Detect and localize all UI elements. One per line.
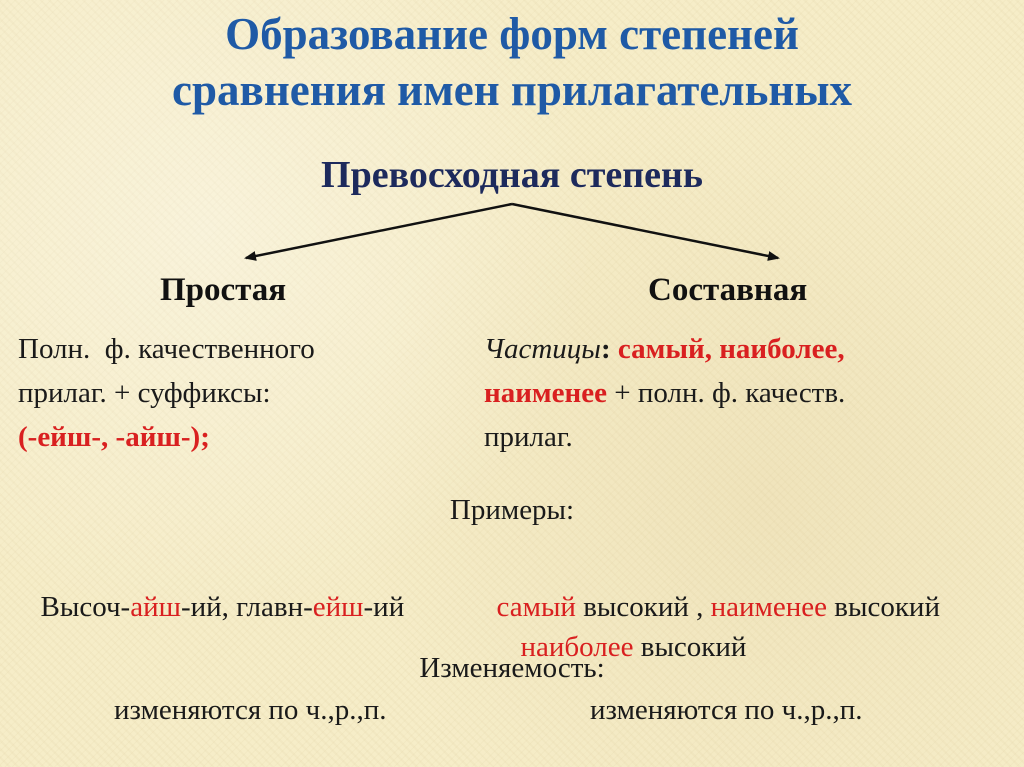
particles-colon: : <box>600 333 611 365</box>
example-part: -ий, главн- <box>180 591 313 623</box>
title-line-2: сравнения имен прилагательных <box>172 65 852 115</box>
example-particle: наименее <box>710 591 828 623</box>
particles-label: Частицы <box>484 333 601 365</box>
simple-description <box>18 327 458 459</box>
particles-list-1: самый, наиболее, <box>610 333 845 365</box>
compound-desc-line-1 <box>484 327 1004 371</box>
heading-compound: Составная <box>648 272 808 308</box>
title-line-1: Образование форм степеней <box>225 9 799 59</box>
compound-desc-line-3: прилаг. <box>484 421 573 453</box>
subtitle-superlative: Превосходная степень <box>321 154 703 196</box>
example-part: Высоч- <box>40 591 131 623</box>
simple-desc-line-1: Полн. ф. качественного <box>18 333 315 365</box>
example-part: высокий <box>827 591 940 623</box>
heading-simple: Простая <box>160 272 287 308</box>
example-particle: наиболее <box>520 631 634 663</box>
particles-list-2: наименее <box>484 377 607 409</box>
changeability-label: Изменяемость: <box>419 652 605 684</box>
arrow-right <box>512 204 778 258</box>
compound-desc-line-2 <box>484 371 1004 415</box>
changeability-simple: изменяются по ч.,р.,п. <box>114 694 387 726</box>
example-suffix: ейш <box>312 591 364 623</box>
compound-description <box>484 327 1004 459</box>
arrow-left <box>246 204 512 258</box>
changeability-compound: изменяются по ч.,р.,п. <box>590 694 863 726</box>
simple-desc-line-2: прилаг. + суффиксы: <box>18 377 271 409</box>
example-particle: самый <box>496 591 576 623</box>
example-suffix: айш <box>130 591 181 623</box>
example-part: высокий , <box>575 591 711 623</box>
example-part: -ий <box>363 591 405 623</box>
simple-suffixes: (-ейш-, -айш-); <box>18 421 210 453</box>
examples-label: Примеры: <box>449 494 575 526</box>
examples-simple <box>26 553 404 625</box>
example-part: высокий <box>633 631 747 663</box>
plus-full-form: + полн. ф. качеств. <box>607 377 846 409</box>
